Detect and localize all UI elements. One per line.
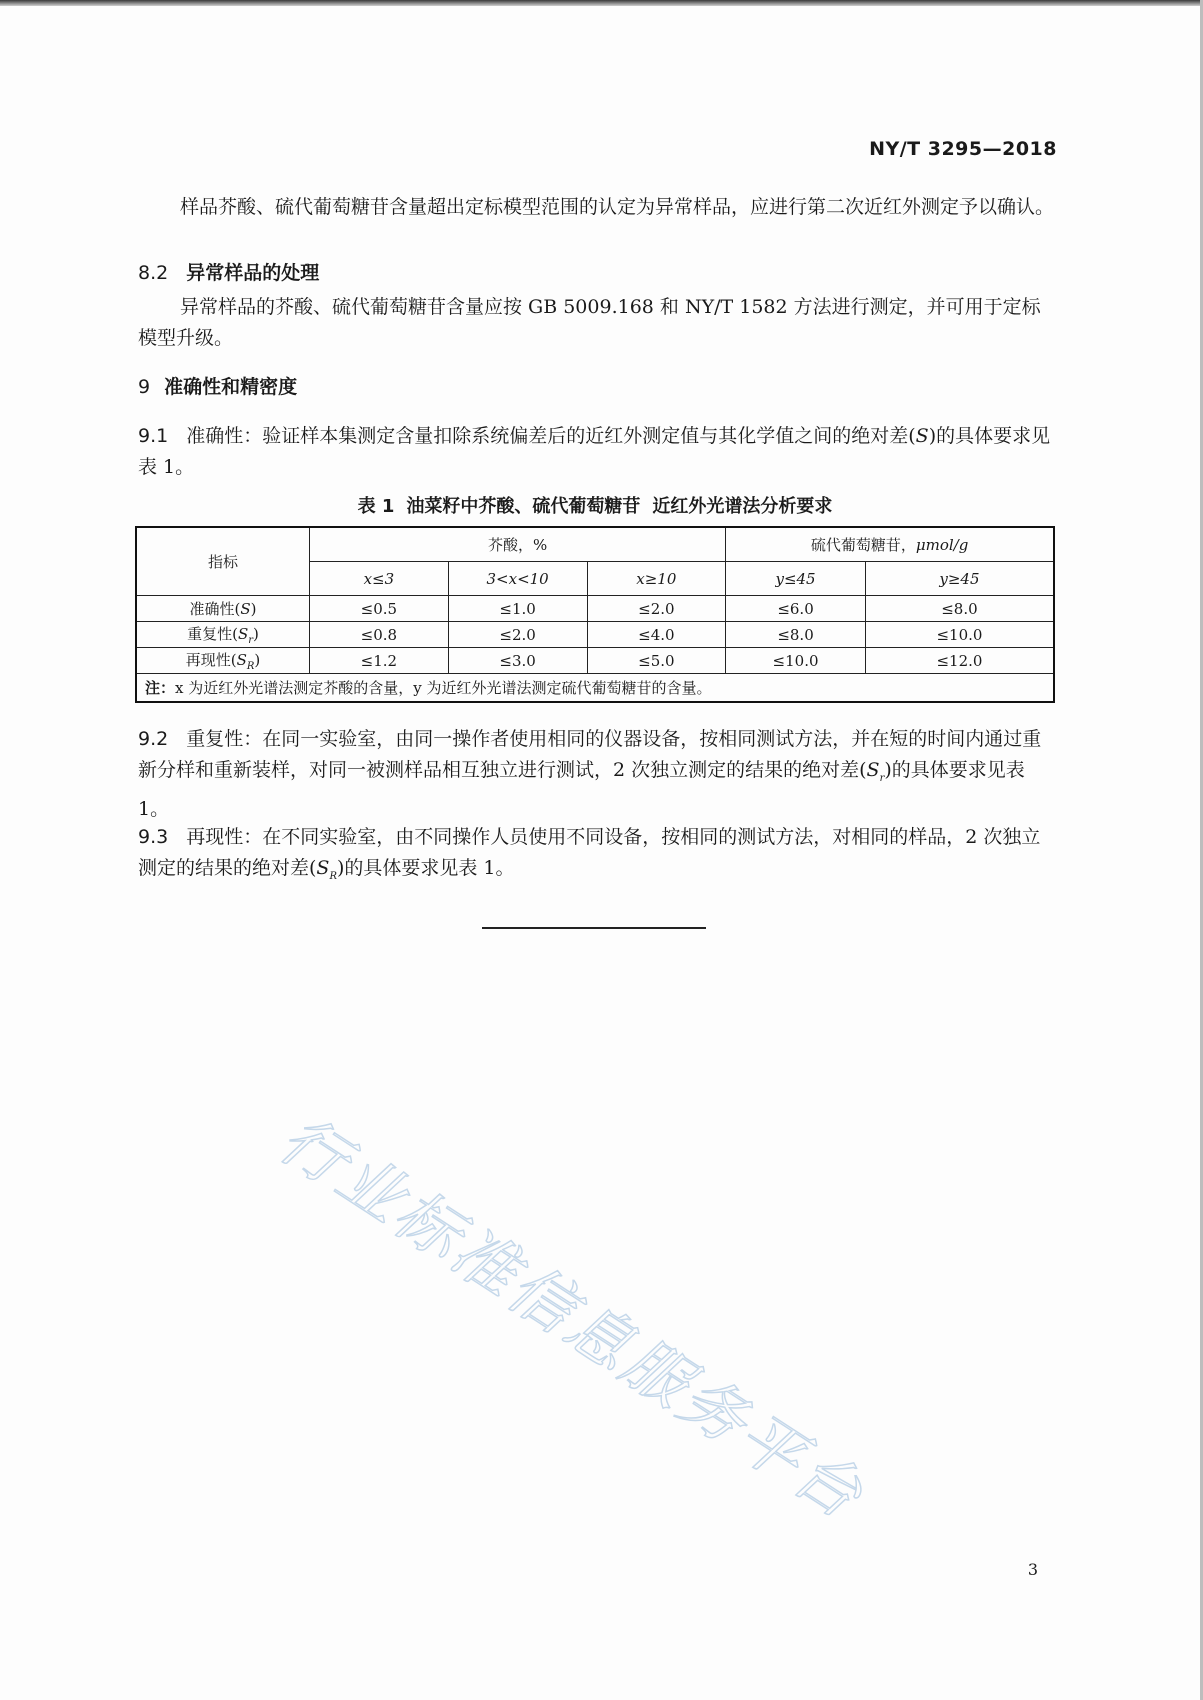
clause-lead: 准确性： [186,425,263,447]
table-row [136,648,1054,674]
subheader-cell: x≤3 [310,562,449,596]
table-note [136,674,1054,703]
clause-text: 在不同实验室，由不同操作人员使用不同设备，按相同的测试方法，对相同的样品，2 次独立测定的结果的绝对差( [138,826,1041,879]
table-cell: ≤4.0 [587,622,726,648]
section-title: 准确性和精密度 [164,376,298,398]
table-caption [0,492,1190,518]
column-group-glucosinolate [726,527,1054,562]
symbol: S [316,857,330,879]
paragraph-abnormal-sample: 样品芥酸、硫代葡萄糖苷含量超出定标模型范围的认定为异常样品，应进行第二次近红外测定予以确认。 [180,196,1055,218]
clause-text-end: )的具体要求见表 1。 [138,759,1025,820]
group-unit: μmol/g [915,536,969,554]
paragraph-8-2: 异常样品的芥酸、硫代葡萄糖苷含量应按 GB 5009.168 和 NY/T 1582 方法进行测定，并可用于定标模型升级。 [138,296,1041,349]
symbol: S [866,759,880,781]
symbol: S [236,651,247,669]
column-group-erucic: 芥酸，% [310,527,726,562]
row-label-text: 重复性( [187,625,238,643]
subheader-cell: x≥10 [587,562,726,596]
subscript: r [879,772,885,784]
table-cell: ≤3.0 [448,648,587,674]
standard-code: NY/T 3295—2018 [869,138,1057,160]
table-cell: ≤0.8 [310,622,449,648]
symbol: S [240,600,251,618]
subheader-cell: y≥45 [865,562,1054,596]
section-number: 9 [138,376,151,398]
clause-text-end: )的具体要求见表 1。 [138,425,1051,478]
clause-text: 验证样本集测定含量扣除系统偏差后的近红外测定值与其化学值之间的绝对差( [262,425,916,447]
table-cell: ≤2.0 [448,622,587,648]
table-cell: ≤2.0 [587,596,726,622]
clause-number: 9.1 [138,425,169,447]
subheader-cell: 3<x<10 [448,562,587,596]
clause-number: 9.2 [138,728,169,750]
clause-lead: 重复性： [186,728,263,750]
table-header-row [136,527,1054,562]
row-label-close: ) [254,651,261,669]
section-number: 8.2 [138,262,169,284]
requirements-table [135,526,1055,703]
subscript: R [246,661,255,672]
group-label: 硫代葡萄糖苷， [810,536,916,554]
table-cell: ≤8.0 [726,622,866,648]
clause-number: 9.3 [138,826,169,848]
row-label [136,622,310,648]
symbol: S [915,425,929,447]
end-rule [482,927,706,929]
note-label: 注： [145,679,176,697]
paragraph-9-2 [138,724,1058,825]
section-8-2-heading [138,258,319,285]
subscript: R [329,870,337,882]
table-cell: ≤0.5 [310,596,449,622]
table-cell: ≤10.0 [865,622,1054,648]
table-cell: ≤5.0 [587,648,726,674]
table-cell: ≤8.0 [865,596,1054,622]
row-label [136,596,310,622]
subheader-cell: y≤45 [726,562,866,596]
clause-lead: 再现性： [186,826,263,848]
paragraph-9-3 [138,822,1058,892]
row-label-close: ) [250,600,257,618]
table-cell: ≤12.0 [865,648,1054,674]
row-label-text: 再现性( [185,651,237,669]
table-cell: ≤1.2 [310,648,449,674]
watermark: 行业标准信息服务平台 [266,1102,878,1535]
paragraph-9-1 [138,421,1058,483]
note-text: x 为近红外光谱法测定芥酸的含量，y 为近红外光谱法测定硫代葡萄糖苷的含量。 [175,679,712,697]
row-label [136,648,310,674]
row-label-text: 准确性( [189,600,241,618]
table-row [136,622,1054,648]
table-cell: ≤10.0 [726,648,866,674]
symbol: S [237,625,249,643]
table-cell: ≤1.0 [448,596,587,622]
row-label-close: ) [253,625,259,643]
table-number: 表 1 [357,496,395,517]
table-row [136,596,1054,622]
page-number: 3 [1027,1560,1038,1579]
subscript: r [248,635,254,646]
column-header-index: 指标 [136,527,310,596]
table-title-a: 油菜籽中芥酸、硫代葡萄糖苷 [406,496,641,517]
section-9-heading [138,372,297,399]
clause-text: 在同一实验室，由同一操作者使用相同的仪器设备，按相同测试方法，并在短的时间内通过重新分样和重新装样，对同一被测样品相互独立进行测试，2 次独立测定的结果的绝对差( [138,728,1042,781]
clause-text-end: )的具体要求见表 1。 [336,857,515,879]
table-note-row [136,674,1054,703]
section-title: 异常样品的处理 [186,262,320,284]
table-title-b: 近红外光谱法分析要求 [652,496,833,517]
table-cell: ≤6.0 [726,596,866,622]
scan-top-edge [0,0,1203,6]
